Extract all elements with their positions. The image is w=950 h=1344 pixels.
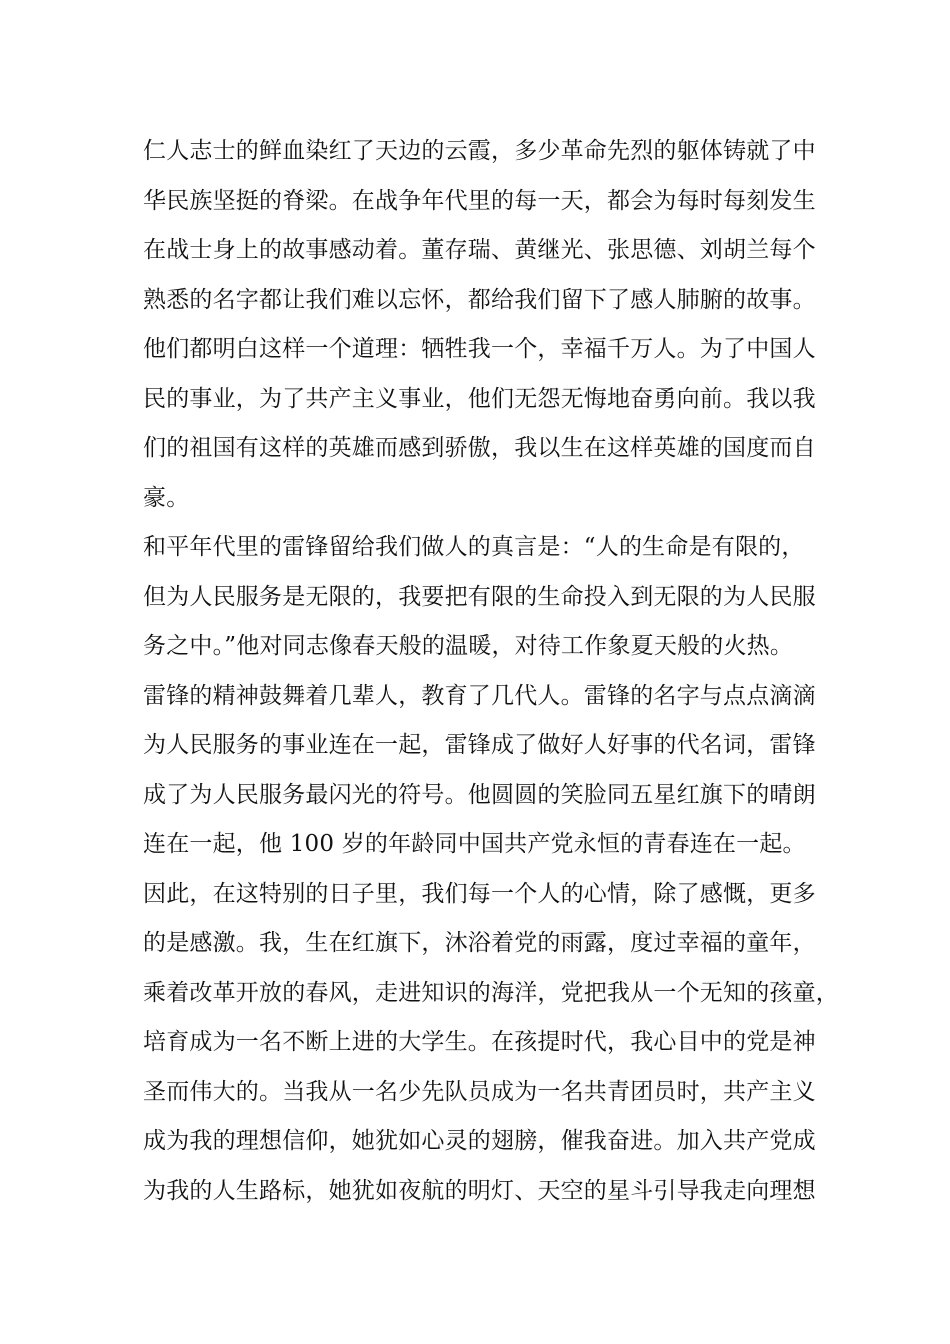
text-line: 民的事业，为了共产主义事业，他们无怨无悔地奋勇向前。我以我 [143, 385, 816, 412]
text-line: 因此，在这特别的日子里，我们每一个人的心情，除了感慨，更多 [143, 880, 816, 907]
text-line: 成了为人民服务最闪光的符号。他圆圆的笑脸同五星红旗下的晴朗 [143, 781, 816, 808]
text-line: 为我的人生路标，她犹如夜航的明灯、天空的星斗引导我走向理想 [143, 1177, 816, 1204]
text-line: 雷锋的精神鼓舞着几辈人，教育了几代人。雷锋的名字与点点滴滴 [143, 682, 816, 709]
text-line: 的是感激。我，生在红旗下，沐浴着党的雨露，度过幸福的童年， [143, 930, 816, 956]
text-line: 熟悉的名字都让我们难以忘怀，都给我们留下了感人肺腑的故事。 [143, 286, 816, 313]
text-line: 和平年代里的雷锋留给我们做人的真言是：“人的生命是有限的， [143, 534, 805, 560]
text-line: 为人民服务的事业连在一起，雷锋成了做好人好事的代名词，雷锋 [143, 732, 816, 758]
text-line: 们的祖国有这样的英雄而感到骄傲，我以生在这样英雄的国度而自 [143, 435, 816, 461]
text-line: 连在一起，他 100 岁的年龄同中国共产党永恒的青春连在一起。 [143, 831, 806, 857]
text-line: 豪。 [143, 484, 190, 511]
text-line: 圣而伟大的。当我从一名少先队员成为一名共青团员时，共产主义 [143, 1078, 816, 1105]
text-line: 仁人志士的鲜血染红了天边的云霞，多少革命先烈的躯体铸就了中 [143, 138, 816, 164]
text-line: 务之中。”他对同志像春天般的温暖，对待工作象夏天般的火热。 [143, 633, 794, 659]
text-line: 华民族坚挺的脊梁。在战争年代里的每一天，都会为每时每刻发生 [143, 187, 816, 214]
text-line: 在战士身上的故事感动着。董存瑞、黄继光、张思德、刘胡兰每个 [143, 237, 816, 263]
text-line: 培育成为一名不断上进的大学生。在孩提时代，我心目中的党是神 [143, 1029, 816, 1055]
text-line: 成为我的理想信仰，她犹如心灵的翅膀，催我奋进。加入共产党成 [143, 1128, 816, 1154]
text-line: 他们都明白这样一个道理：牺牲我一个，幸福千万人。为了中国人 [143, 336, 816, 362]
body-text [143, 127, 839, 1216]
text-line: 但为人民服务是无限的，我要把有限的生命投入到无限的为人民服 [143, 583, 816, 610]
text-line: 乘着改革开放的春风，走进知识的海洋，党把我从一个无知的孩童， [143, 979, 839, 1006]
